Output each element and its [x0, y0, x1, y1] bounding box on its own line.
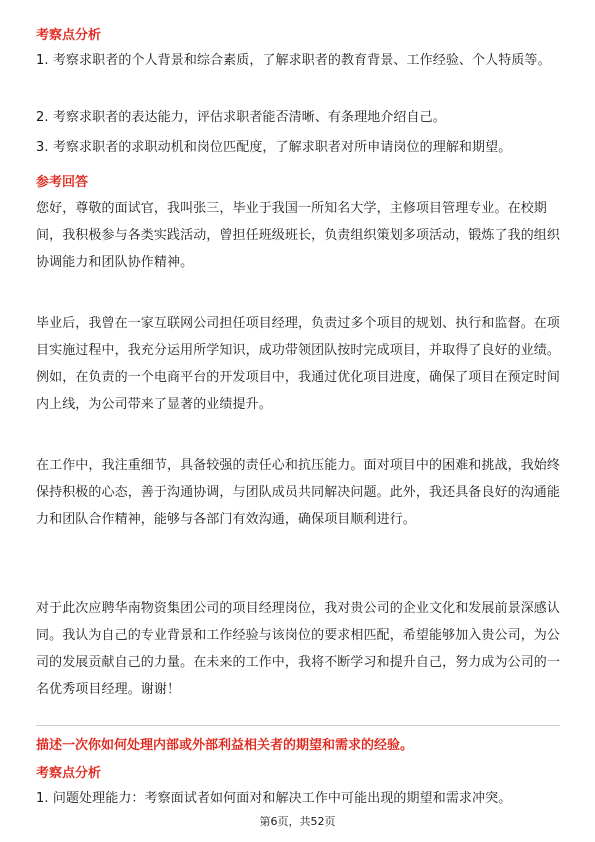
analysis2-item-1: 1. 问题处理能力：考察面试者如何面对和解决工作中可能出现的期望和需求冲突。 — [36, 791, 512, 806]
answer-paragraph-3: 在工作中，我注重细节，具备较强的责任心和抗压能力。面对项目中的困难和挑战，我始终保持积极的心态，善于沟通协调，与团队成员共同解决问题。此外，我还具备良好的沟通能力和团队合作精神，能够与各部门有效沟通，确保项目顺利进行。 — [36, 458, 561, 527]
analysis-item-3: 3. 考察求职者的求职动机和岗位匹配度，了解求职者对所申请岗位的理解和期望。 — [36, 140, 512, 155]
page-footer: 第6页，共52页 — [259, 815, 336, 828]
answer-paragraph-1: 您好，尊敬的面试官，我叫张三，毕业于我国一所知名大学，主修项目管理专业。在校期间，我积极参与各类实践活动，曾担任班级班长，负责组织策划多项活动，锻炼了我的组织协调能力和团队协作精神。 — [36, 201, 561, 270]
answer-paragraph-4: 对于此次应聘华南物资集团公司的项目经理岗位，我对贵公司的企业文化和发展前景深感认同。我认为自己的专业背景和工作经验与该岗位的要求相匹配，希望能够加入贵公司，为公司的发展贡献自己的力量。在未来的工作中，我将不断学习和提升自己，努力成为公司的一名优秀项目经理。谢谢！ — [36, 601, 561, 697]
answer-paragraph-2: 毕业后，我曾在一家互联网公司担任项目经理，负责过多个项目的规划、执行和监督。在项目实施过程中，我充分运用所学知识，成功带领团队按时完成项目，并取得了良好的业绩。例如，在负责的一个电商平台的开发项目中，我通过优化项目进度，确保了项目在预定时间内上线，为公司带来了显著的业绩提升。 — [36, 316, 561, 412]
section-divider — [36, 725, 560, 726]
question-title: 描述一次你如何处理内部或外部利益相关者的期望和需求的经验。 — [36, 738, 414, 753]
section-heading-analysis-2: 考察点分析 — [36, 766, 102, 781]
section-heading-analysis: 考察点分析 — [36, 28, 102, 43]
analysis-item-2: 2. 考察求职者的表达能力，评估求职者能否清晰、有条理地介绍自己。 — [36, 110, 446, 125]
analysis-item-1: 1. 考察求职者的个人背景和综合素质，了解求职者的教育背景、工作经验、个人特质等。 — [36, 53, 551, 68]
section-heading-answer: 参考回答 — [36, 175, 89, 190]
